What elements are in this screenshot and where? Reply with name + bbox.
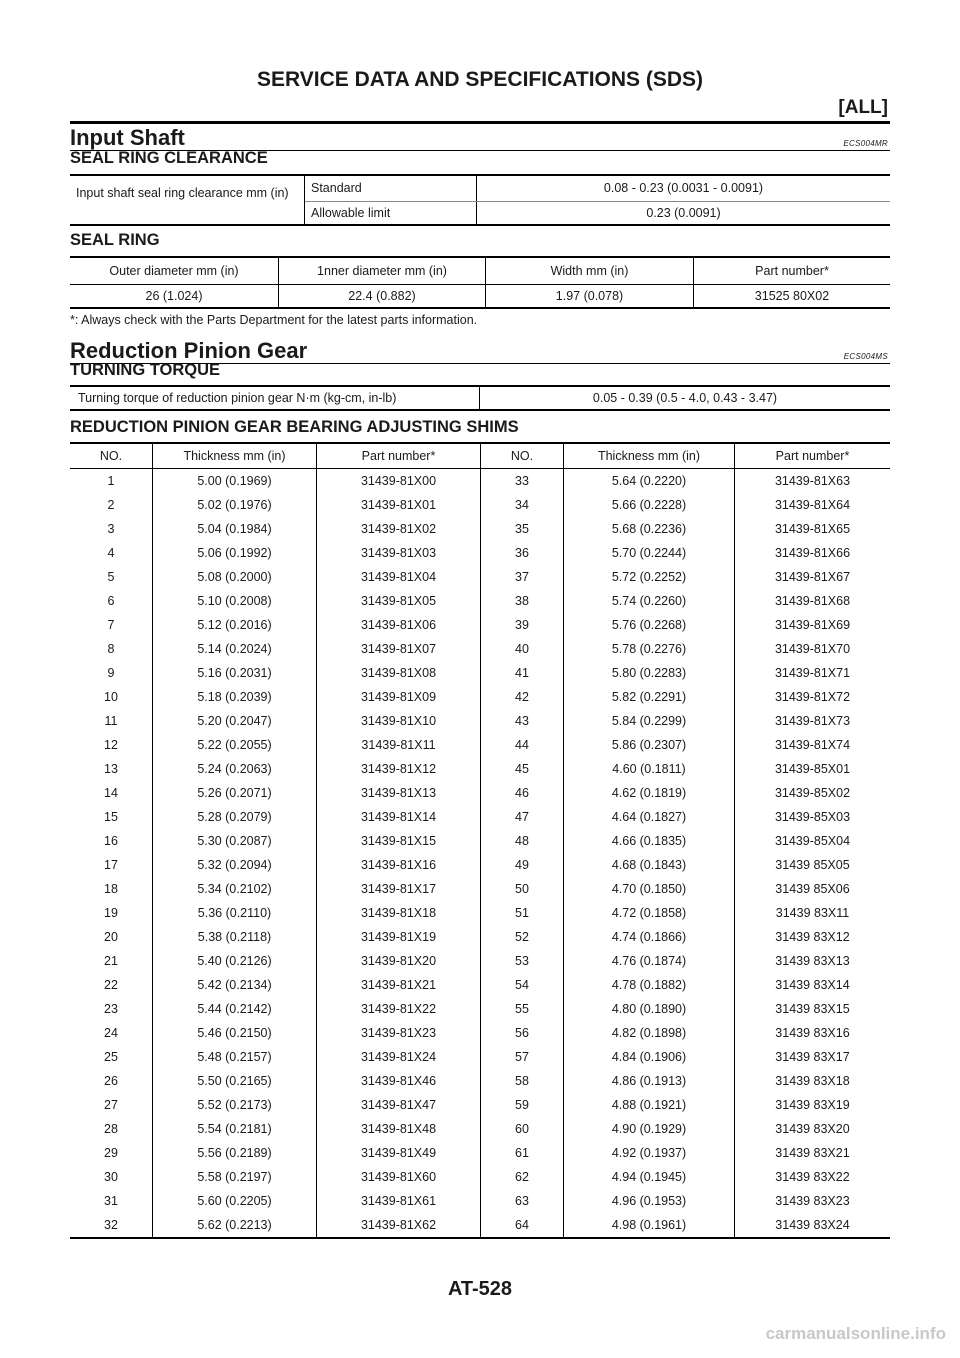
table-cell: 31439-81X02 (317, 517, 481, 541)
table-row (70, 613, 890, 637)
table-cell: 9 (70, 661, 153, 685)
table-cell: 4.96 (0.1953) (564, 1189, 735, 1213)
table-cell: 5.00 (0.1969) (153, 469, 317, 494)
table-cell: 5.38 (0.2118) (153, 925, 317, 949)
table-cell: 31439 83X15 (775, 1002, 850, 1016)
table-header-row (70, 443, 890, 469)
table-cell: 5.44 (0.2142) (153, 997, 317, 1021)
table-row (70, 517, 890, 541)
table-cell: 35 (481, 517, 564, 541)
table-cell: 31439 83X12 (775, 930, 850, 944)
table-cell: 23 (70, 997, 153, 1021)
table-cell: 31439-81X00 (317, 469, 481, 494)
table-cell: 3 (70, 517, 153, 541)
column-header: Thickness mm (in) (153, 443, 317, 469)
table-row (70, 733, 890, 757)
table-cell: 4.98 (0.1961) (564, 1213, 735, 1238)
table-cell: 5.84 (0.2299) (564, 709, 735, 733)
table-cell: 31439-81X22 (317, 997, 481, 1021)
table-cell: 31439 83X11 (775, 906, 850, 920)
table-cell: 31439 85X05 (775, 858, 850, 872)
table-cell: 57 (481, 1045, 564, 1069)
column-header: Part number* (735, 443, 891, 469)
table-row (70, 709, 890, 733)
table-cell: 4.88 (0.1921) (564, 1093, 735, 1117)
table-cell: 31439-81X61 (317, 1189, 481, 1213)
table-cell: 31439-81X69 (774, 618, 851, 632)
table-cell: 5.04 (0.1984) (153, 517, 317, 541)
table-cell: 31439-81X74 (774, 738, 851, 752)
table-cell: 5.60 (0.2205) (153, 1189, 317, 1213)
table-row (70, 949, 890, 973)
table-cell: 31439-81X17 (317, 877, 481, 901)
table-cell: 5.74 (0.2260) (564, 589, 735, 613)
page-header-title: SERVICE DATA AND SPECIFICATIONS (SDS) (256, 68, 704, 91)
section-code: ECS004MR (843, 139, 888, 148)
table-cell: 5.24 (0.2063) (153, 757, 317, 781)
table-cell: 31439-81X08 (317, 661, 481, 685)
table-cell: 50 (481, 877, 564, 901)
table-cell: 4.62 (0.1819) (564, 781, 735, 805)
table-cell: 26 (70, 1069, 153, 1093)
table-cell: 13 (70, 757, 153, 781)
table-cell: 64 (481, 1213, 564, 1238)
table-cell: 5.76 (0.2268) (564, 613, 735, 637)
table-cell: 31439-85X02 (774, 786, 851, 800)
table-cell: 5.78 (0.2276) (564, 637, 735, 661)
table-cell: 17 (70, 853, 153, 877)
table-cell: 31439 83X21 (775, 1146, 850, 1160)
table-cell: 27 (70, 1093, 153, 1117)
table-cell: 42 (481, 685, 564, 709)
table-cell: 16 (70, 829, 153, 853)
table-cell: 31439-81X72 (774, 690, 851, 704)
adjusting-shims-table (70, 442, 890, 1239)
table-cell: 4.60 (0.1811) (564, 757, 735, 781)
table-cell: 5.34 (0.2102) (153, 877, 317, 901)
table-row (70, 1093, 890, 1117)
table-row (70, 877, 890, 901)
table-cell: 31439-81X19 (317, 925, 481, 949)
table-cell: 31525 80X02 (754, 288, 830, 303)
table-cell: 36 (481, 541, 564, 565)
table-row (70, 1141, 890, 1165)
table-cell: 31439 83X19 (775, 1098, 850, 1112)
table-cell: 5 (70, 565, 153, 589)
table-cell: 31439-85X04 (774, 834, 851, 848)
table-cell: 5.06 (0.1992) (153, 541, 317, 565)
table-cell: 31439 83X24 (775, 1218, 850, 1232)
table-cell: 31439-81X71 (774, 666, 851, 680)
subsection-title-turning-torque: TURNING TORQUE (70, 361, 221, 379)
table-cell: 5.16 (0.2031) (153, 661, 317, 685)
table-cell: 52 (481, 925, 564, 949)
table-cell: 5.54 (0.2181) (153, 1117, 317, 1141)
table-cell: 51 (481, 901, 564, 925)
table-cell: 56 (481, 1021, 564, 1045)
table-cell: 31439-81X47 (317, 1093, 481, 1117)
table-cell: 8 (70, 637, 153, 661)
table-cell: 47 (481, 805, 564, 829)
table-cell: 31439-81X12 (317, 757, 481, 781)
table-cell: 7 (70, 613, 153, 637)
table-cell: 5.86 (0.2307) (564, 733, 735, 757)
table-cell: 43 (481, 709, 564, 733)
table-row (70, 637, 890, 661)
table-row (70, 925, 890, 949)
table-cell: 41 (481, 661, 564, 685)
table-cell: 29 (70, 1141, 153, 1165)
table-cell: 31439-81X64 (774, 498, 851, 512)
table-cell: 33 (481, 469, 564, 494)
table-row (70, 805, 890, 829)
table-cell: 11 (70, 709, 153, 733)
table-cell: 48 (481, 829, 564, 853)
subsection-title-seal-ring-clearance: SEAL RING CLEARANCE (70, 149, 268, 167)
table-row (70, 1021, 890, 1045)
table-cell: 4.90 (0.1929) (564, 1117, 735, 1141)
table-row (70, 973, 890, 997)
column-header: NO. (70, 443, 153, 469)
table-cell: 4.66 (0.1835) (564, 829, 735, 853)
table-row (70, 469, 890, 494)
table-cell: 31439-81X09 (317, 685, 481, 709)
table-cell: 31439-81X06 (317, 613, 481, 637)
table-cell: 6 (70, 589, 153, 613)
table-cell: 31439-81X70 (774, 642, 851, 656)
table-cell: 31439 83X17 (775, 1050, 850, 1064)
table-cell: 31439 83X14 (775, 978, 850, 992)
table-row (70, 1165, 890, 1189)
column-header: Part number* (317, 443, 481, 469)
header-rule (70, 121, 890, 124)
table-cell: 5.62 (0.2213) (153, 1213, 317, 1238)
table-cell: 25 (70, 1045, 153, 1069)
column-header: NO. (481, 443, 564, 469)
table-cell: 2 (70, 493, 153, 517)
table-cell: 38 (481, 589, 564, 613)
table-cell: 4.68 (0.1843) (564, 853, 735, 877)
turning-torque-table (70, 385, 890, 411)
column-header: Part number* (694, 257, 891, 284)
section-title-input-shaft: Input Shaft (70, 125, 185, 150)
table-cell: 14 (70, 781, 153, 805)
table-row (70, 386, 890, 410)
table-row (70, 1213, 890, 1238)
table-cell: 31439-81X10 (317, 709, 481, 733)
column-header: Width mm (in) (486, 257, 694, 284)
table-cell: 31439-81X18 (317, 901, 481, 925)
table-cell: 31439-81X48 (317, 1117, 481, 1141)
table-cell: 5.40 (0.2126) (153, 949, 317, 973)
table-row (70, 661, 890, 685)
table-cell: 31439 83X22 (775, 1170, 850, 1184)
page-number: AT-528 (447, 1278, 513, 1300)
table-cell: 5.28 (0.2079) (153, 805, 317, 829)
table-cell: 1.97 (0.078) (486, 284, 694, 308)
table-cell: 15 (70, 805, 153, 829)
table-cell: 5.64 (0.2220) (564, 469, 735, 494)
watermark: carmanualsonline.info (765, 1324, 946, 1343)
clearance-item-cell: Input shaft seal ring clearance mm (in) (70, 175, 305, 225)
table-cell: 31439-81X05 (317, 589, 481, 613)
table-cell: 31439-81X66 (774, 546, 851, 560)
subsection-title-seal-ring: SEAL RING (70, 231, 160, 249)
table-cell: 31439-81X49 (317, 1141, 481, 1165)
table-cell: 58 (481, 1069, 564, 1093)
table-cell: 61 (481, 1141, 564, 1165)
table-cell: 5.72 (0.2252) (564, 565, 735, 589)
table-cell: 63 (481, 1189, 564, 1213)
table-cell: 31439-81X65 (774, 522, 851, 536)
column-header: Outer diameter mm (in) (70, 257, 279, 284)
table-row (70, 997, 890, 1021)
column-header: Thickness mm (in) (564, 443, 735, 469)
table-cell: 4 (70, 541, 153, 565)
table-cell: 4.82 (0.1898) (564, 1021, 735, 1045)
table-cell: 31439-81X73 (774, 714, 851, 728)
table-cell: 31439-81X11 (317, 733, 481, 757)
table-row (70, 1045, 890, 1069)
seal-ring-table (70, 256, 890, 309)
table-cell: 31439-81X67 (774, 570, 851, 584)
table-cell: 26 (1.024) (70, 284, 279, 308)
table-cell: 31439 83X23 (775, 1194, 850, 1208)
table-cell: 31439-81X68 (774, 594, 851, 608)
table-cell: 5.02 (0.1976) (153, 493, 317, 517)
torque-value-cell: 0.05 - 0.39 (0.5 - 4.0, 0.43 - 3.47) (592, 391, 778, 405)
table-cell: 31439-81X62 (317, 1213, 481, 1238)
table-cell: 22.4 (0.882) (279, 284, 486, 308)
table-row (70, 685, 890, 709)
table-cell: 31439-81X07 (317, 637, 481, 661)
clearance-value-cell: 0.23 (0.0091) (646, 205, 721, 220)
table-cell: 22 (70, 973, 153, 997)
table-cell: 5.36 (0.2110) (153, 901, 317, 925)
table-cell: 5.30 (0.2087) (153, 829, 317, 853)
clearance-label-cell: Standard (305, 175, 477, 201)
table-cell: 31439 83X16 (775, 1026, 850, 1040)
table-cell: 4.86 (0.1913) (564, 1069, 735, 1093)
table-cell: 31439-85X03 (774, 810, 851, 824)
table-cell: 45 (481, 757, 564, 781)
table-row (70, 829, 890, 853)
table-cell: 4.70 (0.1850) (564, 877, 735, 901)
section-title-reduction-pinion-gear: Reduction Pinion Gear (70, 338, 308, 363)
table-row (70, 284, 890, 308)
table-cell: 59 (481, 1093, 564, 1117)
table-cell: 5.56 (0.2189) (153, 1141, 317, 1165)
table-cell: 31439-85X01 (774, 762, 851, 776)
table-cell: 4.94 (0.1945) (564, 1165, 735, 1189)
table-cell: 31439-81X03 (317, 541, 481, 565)
table-cell: 4.64 (0.1827) (564, 805, 735, 829)
table-row (70, 589, 890, 613)
table-cell: 37 (481, 565, 564, 589)
table-cell: 31439 83X18 (775, 1074, 850, 1088)
table-cell: 53 (481, 949, 564, 973)
table-cell: 31439-81X63 (774, 474, 851, 488)
table-cell: 5.20 (0.2047) (153, 709, 317, 733)
table-cell: 32 (70, 1213, 153, 1238)
table-row (70, 757, 890, 781)
table-cell: 5.26 (0.2071) (153, 781, 317, 805)
table-cell: 31439-81X21 (317, 973, 481, 997)
table-cell: 5.18 (0.2039) (153, 685, 317, 709)
table-row (70, 565, 890, 589)
table-cell: 5.32 (0.2094) (153, 853, 317, 877)
table-cell: 30 (70, 1165, 153, 1189)
section-code: ECS004MS (843, 352, 888, 361)
table-cell: 12 (70, 733, 153, 757)
table-row (70, 853, 890, 877)
table-cell: 39 (481, 613, 564, 637)
table-cell: 4.84 (0.1906) (564, 1045, 735, 1069)
table-cell: 31439 83X13 (775, 954, 850, 968)
table-cell: 5.10 (0.2008) (153, 589, 317, 613)
table-cell: 46 (481, 781, 564, 805)
table-cell: 31 (70, 1189, 153, 1213)
table-cell: 5.46 (0.2150) (153, 1021, 317, 1045)
table-cell: 31439-81X60 (317, 1165, 481, 1189)
table-cell: 5.42 (0.2134) (153, 973, 317, 997)
table-cell: 54 (481, 973, 564, 997)
torque-label-cell: Turning torque of reduction pinion gear N·m (kg-cm, in-lb) (70, 386, 480, 410)
table-cell: 31439-81X16 (317, 853, 481, 877)
table-cell: 5.14 (0.2024) (153, 637, 317, 661)
table-cell: 5.12 (0.2016) (153, 613, 317, 637)
table-cell: 40 (481, 637, 564, 661)
table-cell: 55 (481, 997, 564, 1021)
table-row (70, 493, 890, 517)
table-row (70, 541, 890, 565)
table-cell: 31439-81X14 (317, 805, 481, 829)
table-cell: 20 (70, 925, 153, 949)
table-cell: 28 (70, 1117, 153, 1141)
table-cell: 31439 85X06 (775, 882, 850, 896)
table-cell: 31439-81X20 (317, 949, 481, 973)
table-cell: 5.22 (0.2055) (153, 733, 317, 757)
table-row (70, 901, 890, 925)
clearance-label-cell: Allowable limit (305, 201, 477, 225)
table-cell: 31439-81X24 (317, 1045, 481, 1069)
table-cell: 5.70 (0.2244) (564, 541, 735, 565)
table-cell: 60 (481, 1117, 564, 1141)
footnote: *: Always check with the Parts Department for the latest parts information. (70, 313, 478, 327)
subsection-title-adjusting-shims: REDUCTION PINION GEAR BEARING ADJUSTING SHIMS (70, 418, 519, 436)
table-cell: 31439-81X13 (317, 781, 481, 805)
table-cell: 5.52 (0.2173) (153, 1093, 317, 1117)
table-cell: 62 (481, 1165, 564, 1189)
table-header-row (70, 257, 890, 284)
table-cell: 44 (481, 733, 564, 757)
table-cell: 5.58 (0.2197) (153, 1165, 317, 1189)
table-row (70, 175, 890, 201)
table-cell: 49 (481, 853, 564, 877)
section-tag: [ALL] (838, 97, 888, 118)
table-cell: 1 (70, 469, 153, 494)
table-cell: 34 (481, 493, 564, 517)
table-cell: 31439-81X04 (317, 565, 481, 589)
table-cell: 4.72 (0.1858) (564, 901, 735, 925)
table-cell: 24 (70, 1021, 153, 1045)
table-cell: 4.92 (0.1937) (564, 1141, 735, 1165)
table-row (70, 781, 890, 805)
table-cell: 5.08 (0.2000) (153, 565, 317, 589)
table-cell: 21 (70, 949, 153, 973)
seal-ring-clearance-table (70, 174, 890, 226)
table-row (70, 1069, 890, 1093)
table-cell: 31439-81X46 (317, 1069, 481, 1093)
table-cell: 4.78 (0.1882) (564, 973, 735, 997)
table-cell: 4.80 (0.1890) (564, 997, 735, 1021)
table-cell: 5.48 (0.2157) (153, 1045, 317, 1069)
table-cell: 10 (70, 685, 153, 709)
table-cell: 31439 83X20 (775, 1122, 850, 1136)
table-cell: 31439-81X15 (317, 829, 481, 853)
table-cell: 4.76 (0.1874) (564, 949, 735, 973)
table-cell: 31439-81X23 (317, 1021, 481, 1045)
table-cell: 5.82 (0.2291) (564, 685, 735, 709)
table-cell: 31439-81X01 (317, 493, 481, 517)
table-row (70, 1117, 890, 1141)
table-row (70, 1189, 890, 1213)
column-header: 1nner diameter mm (in) (279, 257, 486, 284)
clearance-value-cell: 0.08 - 0.23 (0.0031 - 0.0091) (477, 175, 891, 201)
table-cell: 4.74 (0.1866) (564, 925, 735, 949)
table-cell: 5.50 (0.2165) (153, 1069, 317, 1093)
table-cell: 5.66 (0.2228) (564, 493, 735, 517)
table-cell: 5.80 (0.2283) (564, 661, 735, 685)
table-cell: 18 (70, 877, 153, 901)
table-cell: 19 (70, 901, 153, 925)
table-cell: 5.68 (0.2236) (564, 517, 735, 541)
